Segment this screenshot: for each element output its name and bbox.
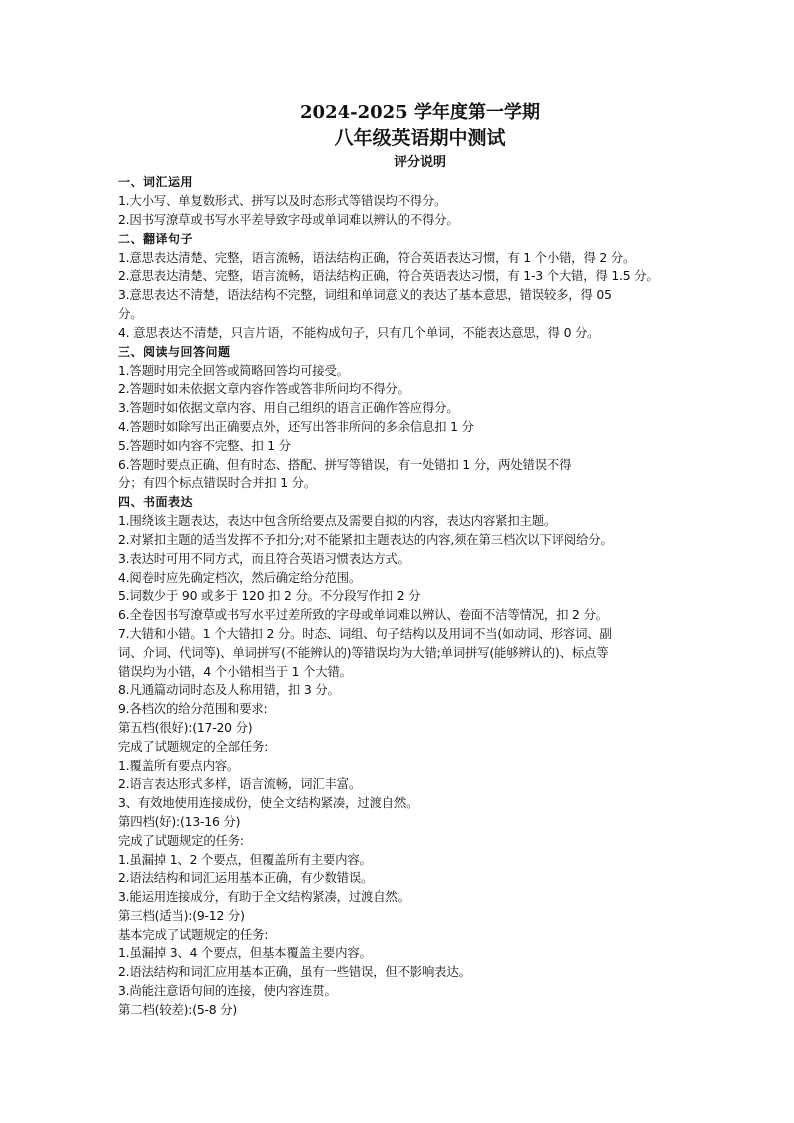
section-line: 1.覆盖所有要点内容。 xyxy=(118,757,240,773)
section-line: 6.全卷因书写潦草或书写水平过差所致的字母或单词难以辨认、卷面不洁等情况，扣 2 分。 xyxy=(118,607,608,623)
section-line: 4. 意思表达不清楚，只言片语，不能构成句子，只有几个单词，不能表达意思，得 0 分。 xyxy=(118,324,600,340)
document-exam-title: 八年级英语期中测试 xyxy=(334,127,506,149)
section-line: 5.词数少于 90 或多于 120 扣 2 分。不分段写作扣 2 分 xyxy=(118,588,421,604)
section-line: 完成了试题规定的全部任务: xyxy=(118,738,269,754)
section-2 xyxy=(118,230,722,343)
section-line: 2.对紧扣主题的适当发挥不予扣分;对不能紧扣主题表达的内容,须在第三档次以下评阅给分。 xyxy=(118,531,613,547)
section-line: 1.围绕该主题表达，表达中包含所给要点及需要自拟的内容，表达内容紧扣主题。 xyxy=(118,513,557,529)
section-line: 2.语言表达形式多样，语言流畅，词汇丰富。 xyxy=(118,776,362,792)
section-line: 4.阅卷时应先确定档次，然后确定给分范围。 xyxy=(118,569,362,585)
section-heading: 三、阅读与回答问题 xyxy=(118,344,231,359)
section-line: 1.答题时用完全回答或简略回答均可接受。 xyxy=(118,362,349,378)
section-line: 2.语法结构和词汇运用基本正确，有少数错误。 xyxy=(118,870,374,886)
section-line: 第二档(较差):(5-8 分) xyxy=(118,1001,238,1017)
section-line: 3、有效地使用连接成份，使全文结构紧凑，过渡自然。 xyxy=(118,795,419,811)
section-line: 2.因书写潦草或书写水平差导致字母或单词难以辨认的不得分。 xyxy=(118,211,459,227)
section-line: 1.大小写、单复数形式、拼写以及时态形式等错误均不得分。 xyxy=(118,193,447,208)
section-heading: 四、书面表达 xyxy=(118,495,194,510)
section-line: 分；有四个标点错误时合并扣 1 分。 xyxy=(118,475,317,491)
section-line: 1.意思表达清楚、完整，语言流畅，语法结构正确，符合英语表达习惯，有 1 个小错，得 2 分。 xyxy=(118,249,636,265)
section-line: 3.能运用连接成分，有助于全文结构紧凑，过渡自然。 xyxy=(118,889,410,905)
section-line: 9.各档次的给分范围和要求: xyxy=(118,701,268,717)
section-heading: 一、词汇运用 xyxy=(118,175,194,189)
section-line: 3.表达时可用不同方式，而且符合英语习惯表达方式。 xyxy=(118,550,410,566)
section-line: 6.答题时要点正确、但有时态、搭配、拼写等错误，有一处错扣 1 分，两处错误不得 xyxy=(118,456,572,472)
section-line: 1.虽漏掉 1、2 个要点，但覆盖所有主要内容。 xyxy=(118,851,372,867)
scoring-sections xyxy=(118,173,722,1020)
section-line: 3.意思表达不清楚，语法结构不完整，词组和单词意义的表达了基本意思，错误较多，得 05 xyxy=(118,287,612,303)
section-line: 3.答题时如依据文章内容、用自己组织的语言正确作答应得分。 xyxy=(118,400,459,416)
section-line: 第三档(适当):(9-12 分) xyxy=(118,907,245,923)
section-line: 分。 xyxy=(118,305,143,321)
section-line: 7.大错和小错。1 个大错扣 2 分。时态、词组、句子结构以及用词不当(如动词、形容词、副 xyxy=(118,625,612,641)
section-line: 2.意思表达清楚、完整，语言流畅，语法结构正确，符合英语表达习惯，有 1-3 个大错，得 1.5 分。 xyxy=(118,268,659,284)
section-line: 第四档(好):(13-16 分) xyxy=(118,813,241,829)
section-line: 2.语法结构和词汇应用基本正确，虽有一些错误，但不影响表达。 xyxy=(118,964,471,980)
document-subtitle: 评分说明 xyxy=(393,155,446,170)
section-line: 错误均为小错，4 个小错相当于 1 个大错。 xyxy=(118,663,352,679)
section-line: 1.虽漏掉 3、4 个要点，但基本覆盖主要内容。 xyxy=(118,945,372,961)
section-3 xyxy=(118,343,722,494)
section-line: 8.凡通篇动词时态及人称用错，扣 3 分。 xyxy=(118,682,340,698)
section-line: 词、介词、代词等)、单词拼写(不能辨认的)等错误均为大错;单词拼写(能够辨认的)、标点等 xyxy=(118,644,609,660)
section-line: 基本完成了试题规定的任务: xyxy=(118,926,269,942)
section-line: 完成了试题规定的任务: xyxy=(118,832,244,848)
section-line: 5.答题时如内容不完整、扣 1 分 xyxy=(118,437,291,453)
section-4 xyxy=(118,493,722,1020)
document-year-title: 2024-2025 学年度第一学期 xyxy=(300,102,540,123)
section-line: 第五档(很好):(17-20 分) xyxy=(118,719,253,735)
section-line: 2.答题时如未依据文章内容作答或答非所问均不得分。 xyxy=(118,381,410,397)
section-line: 3.尚能注意语句间的连接，使内容连贯。 xyxy=(118,983,337,999)
section-line: 4.答题时如除写出正确要点外，还写出答非所问的多余信息扣 1 分 xyxy=(118,418,474,434)
section-1 xyxy=(118,173,722,230)
section-heading: 二、翻译句子 xyxy=(118,231,194,246)
